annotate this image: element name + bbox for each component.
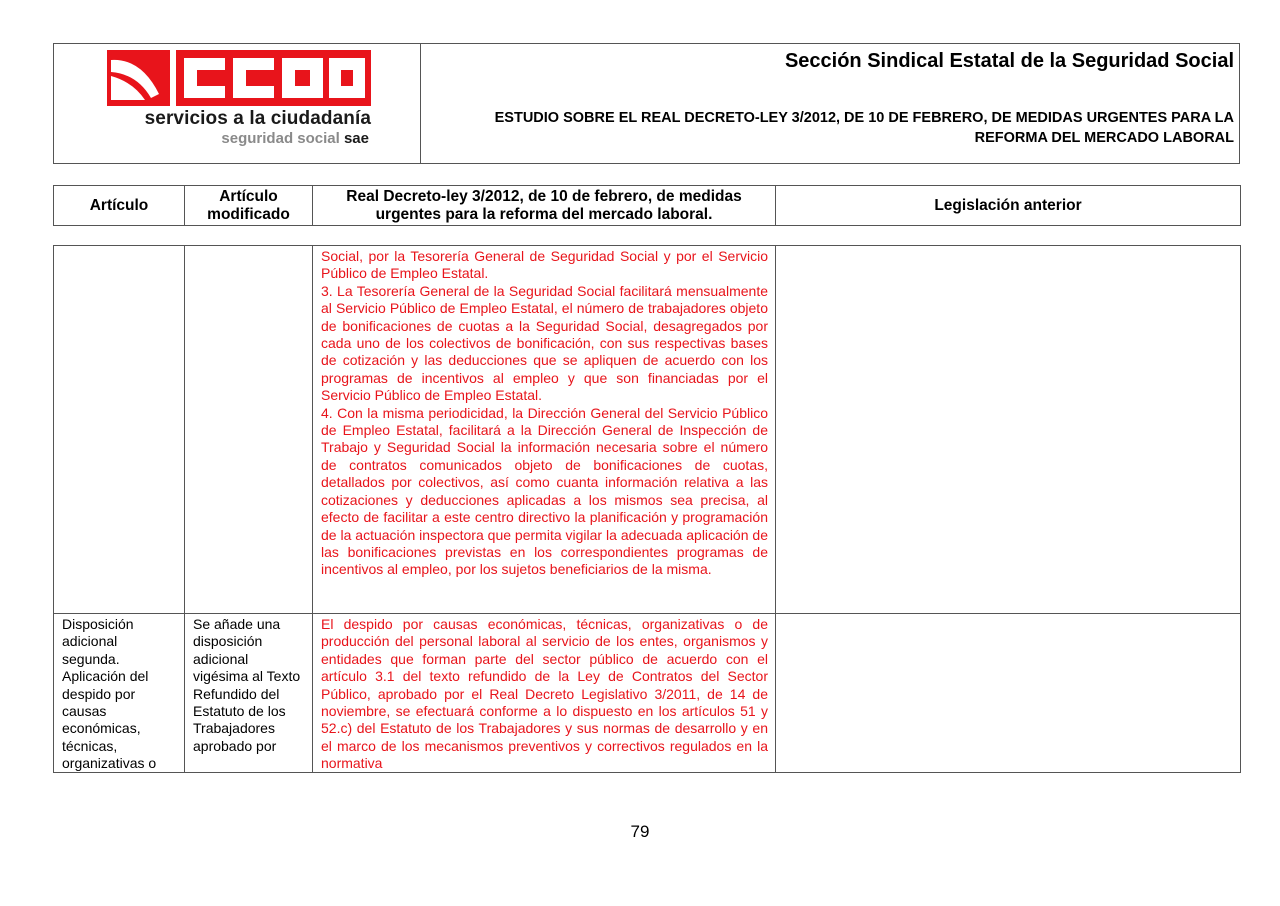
page-number: 79	[630, 822, 650, 841]
cell-anterior	[776, 246, 1241, 614]
column-header-legislacion-anterior: Legislación anterior	[776, 186, 1241, 226]
cell-modificado	[185, 246, 313, 614]
ccoo-logo	[107, 50, 371, 150]
logo-subtagline-prefix: seguridad social	[221, 130, 340, 147]
column-header-articulo-modificado: Artículo modificado	[185, 186, 313, 226]
paragraph: Social, por la Tesorería General de Seguridad Social y por el Servicio Público de Empleo Estatal.	[321, 248, 768, 282]
logo-subtagline-sae: sae	[343, 130, 369, 147]
logo-tagline: servicios a la ciudadanía	[144, 108, 371, 129]
content-table	[53, 245, 1241, 773]
title-cell	[421, 44, 1239, 163]
logo-subtagline	[107, 130, 369, 147]
column-header-row	[54, 186, 1241, 226]
table-row	[54, 246, 1241, 614]
cell-nuevo-texto	[313, 614, 776, 773]
paragraph: El despido por causas económicas, técnicas, organizativas o de producción del personal laboral al servicio de los entes, organismos y entidades que forman parte del sector público de acuerdo con el artículo 3.1 del texto refundido de la Ley de Contratos del Sector Público, aprobado por el Real Decreto Legislativo 3/2011, de 14 de noviembre, se efectuará conforme a lo dispuesto en los artículos 51 y 52.c) del Estatuto de los Trabajadores y sus normas de desarrollo y en el marco de los mecanismos preventivos y correctivos regulados en la normativa	[321, 616, 768, 772]
cell-modificado	[185, 614, 313, 773]
cell-articulo-text: Disposición adicional segunda. Aplicación del despido por causas económicas, técnicas, organizativas o	[62, 616, 157, 772]
cell-articulo	[54, 614, 185, 773]
paragraph: 4. Con la misma periodicidad, la Dirección General del Servicio Público de Empleo Estatal, facilitará a la Dirección General de Inspección de Trabajo y Seguridad Social la información necesaria sobre el número de contratos comunicados objeto de bonificaciones de cuotas, detallados por colectivos, así como cuanta información relativa a las cotizaciones y deducciones aplicadas a los mismos sea precisa, al efecto de facilitar a este centro directivo la planificación y programación de la actuación inspectora que permita vigilar la adecuada aplicación de las bonificaciones previstas en los correspondientes programas de incentivos al empleo, por los sujetos beneficiarios de la misma.	[321, 404, 768, 578]
org-title: Sección Sindical Estatal de la Seguridad Social	[784, 50, 1234, 72]
column-header-articulo: Artículo	[54, 186, 185, 226]
cell-nuevo-texto	[313, 246, 776, 614]
logo-cell	[54, 44, 421, 163]
study-title: ESTUDIO SOBRE EL REAL DECRETO-LEY 3/2012, DE 10 DE FEBRERO, DE MEDIDAS URGENTES PARA LA REFORMA DEL MERCADO LABORAL	[494, 110, 1234, 146]
paragraph: 3. La Tesorería General de la Seguridad Social facilitará mensualmente al Servicio Público de Empleo Estatal, el número de trabajadores objeto de bonificaciones de cuotas a la Seguridad Social, desagregados por cada uno de los colectivos de bonificación, con sus respectivas bases de cotización y las deducciones que se apliquen de acuerdo con los programas de incentivos al empleo y que son financiadas por el Servicio Público de Empleo Estatal.	[321, 282, 768, 404]
cell-articulo	[54, 246, 185, 614]
column-header-table	[53, 185, 1241, 226]
cell-anterior	[776, 614, 1241, 773]
column-header-real-decreto: Real Decreto-ley 3/2012, de 10 de febrero, de medidas urgentes para la reforma del mercado laboral.	[313, 186, 776, 226]
table-row	[54, 614, 1241, 773]
cell-modificado-text: Se añade una disposición adicional vigésima al Texto Refundido del Estatuto de los Trabajadores aprobado por	[193, 616, 301, 754]
ccoo-logo-mark	[107, 50, 371, 106]
page-header	[53, 43, 1240, 164]
